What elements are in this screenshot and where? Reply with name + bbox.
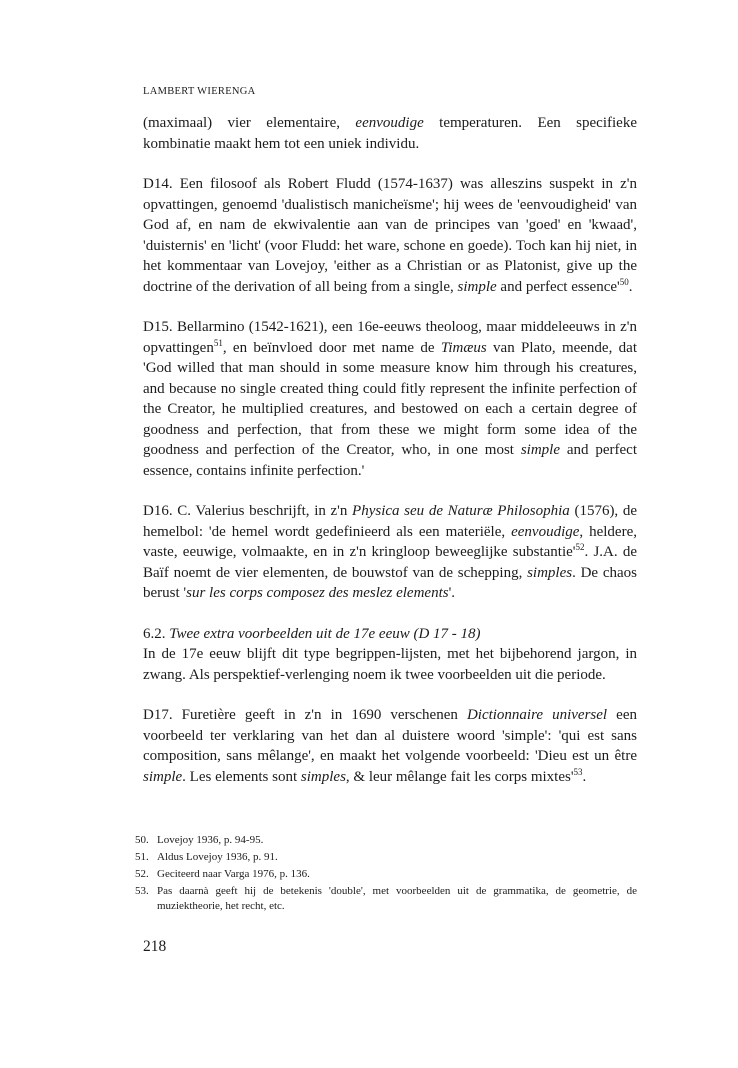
paragraph-d16 [143, 501, 637, 604]
italic-run: sur les corps composez des meslez elements [186, 585, 449, 601]
text-run: D17. Furetière geeft in z'n in 1690 verschenen [143, 707, 467, 723]
paragraph-d15 [143, 317, 637, 481]
footnote [135, 850, 637, 865]
italic-run: eenvoudige [355, 115, 424, 131]
text-run: . De chaos berust ' [143, 564, 637, 601]
page-number: 218 [143, 938, 167, 955]
running-head: LAMBERT WIERENGA [143, 86, 256, 97]
text-run: . [582, 768, 587, 785]
italic-run: eenvoudige [511, 523, 580, 540]
italic-run: Twee extra voorbeelden uit de 17e eeuw (D 17 - 18) [169, 625, 481, 642]
text-run: , en beïnvloed door met name de [222, 339, 441, 356]
footnote-ref: 53 [573, 766, 583, 777]
footnote [135, 867, 637, 882]
footnote [135, 884, 637, 914]
paragraph-d14 [143, 174, 637, 297]
italic-run: Physica seu de Naturæ Philosophia [352, 503, 570, 519]
footnote-number: 50. [135, 834, 149, 846]
footnote-ref: 52 [575, 542, 585, 552]
footnotes [135, 833, 637, 916]
italic-run: simple [143, 768, 183, 785]
italic-run: simple [457, 278, 497, 295]
italic-run: Timæus [440, 339, 487, 356]
text-run: '. [448, 585, 456, 601]
text-run: . Les elements sont [182, 768, 301, 785]
text-run: temperaturen. Een specifieke kombinatie maakt hem tot een uniek individu. [143, 115, 637, 152]
text-run: In de 17e eeuw blijft dit type begrippen-lijsten, met het bijbehorend jargon, in zwang. Als perspektief-verlenging noem ik twee voorbeelden uit die periode. [143, 646, 637, 683]
footnote-text: Geciteerd naar Varga 1976, p. 136. [157, 868, 310, 880]
text-run: D16. C. Valerius beschrijft, in z'n [143, 503, 353, 519]
text-run: . [628, 278, 633, 295]
text-run: van Plato, meende, dat 'God willed that man should in some measure know him through his creatures, and because no single created thing could fitly represent the infinite perfection of the Creator, he multiplied creatures, and bestowed on each a certain degree of goodness and perfection, that from these we might form some idea of the goodness and perfection of the Creator, who, in one most [143, 339, 637, 458]
body-text [143, 113, 637, 807]
italic-run: Dictionnaire universel [466, 707, 608, 723]
text-run: D14. Een filosoof als Robert Fludd (1574-1637) was alleszins suspekt in z'n opvattingen, genoemd 'dualistisch manicheïsme'; hij wees de 'eenvoudigheid' van God af, en nam de ekwivalentie aan van de principes van 'goed' en 'kwaad', 'duisternis' en 'licht' (voor Fludd: het ware, schone en goede). Toch kan hij niet, in het kommentaar van Lovejoy, 'either as a Christian or as Platonist, give up the doctrine of the derivation of all being from a single, [143, 176, 637, 295]
text-run: (maximaal) vier elementaire, [143, 115, 356, 131]
footnote-ref: 51 [213, 337, 223, 348]
footnote-text: Pas daarnà geeft hij de betekenis 'double', met voorbeelden uit de grammatika, de geometrie, de muziektheorie, het recht, etc. [157, 885, 637, 912]
italic-run: simples [300, 768, 346, 785]
text-run: . J.A. de Baïf noemt de vier elementen, de bouwstof van de schepping, [143, 544, 638, 581]
footnote-ref: 50 [619, 276, 629, 287]
paragraph-d17 [143, 705, 637, 787]
text-run: and perfect essence' [496, 278, 620, 295]
footnote-text: Aldus Lovejoy 1936, p. 91. [157, 851, 278, 863]
paragraph-continuation [143, 113, 637, 154]
footnote-number: 51. [135, 851, 149, 863]
footnote-number: 53. [135, 885, 149, 897]
text-run: , heldere, vaste, eeuwige, volmaakte, en in z'n kringloop beweeglijke substantie' [143, 523, 637, 560]
text-run: D15. Bellarmino (1542-1621), een 16e-eeuws theoloog, maar middeleeuws in z'n opvattingen [143, 319, 637, 356]
text-run: een voorbeeld ter verklaring van het dan al duistere woord 'simple': 'qui est sans composition, sans mêlange', en maakt het volgende voorbeeld: 'Dieu est un être [143, 707, 637, 764]
text-run: and perfect essence, contains infinite perfection.' [143, 442, 637, 479]
text-run: 6.2. [143, 625, 170, 642]
footnote [135, 833, 637, 848]
section-heading-6-2 [143, 624, 637, 686]
footnote-text: Lovejoy 1936, p. 94-95. [157, 834, 264, 846]
footnote-number: 52. [135, 868, 149, 880]
text-run: (1576), de hemelbol: 'de hemel wordt gedefinieerd als een materiële, [143, 503, 637, 540]
italic-run: simples [527, 564, 573, 581]
text-run: , & leur mêlange fait les corps mixtes' [345, 768, 574, 785]
italic-run: simple [520, 442, 560, 458]
